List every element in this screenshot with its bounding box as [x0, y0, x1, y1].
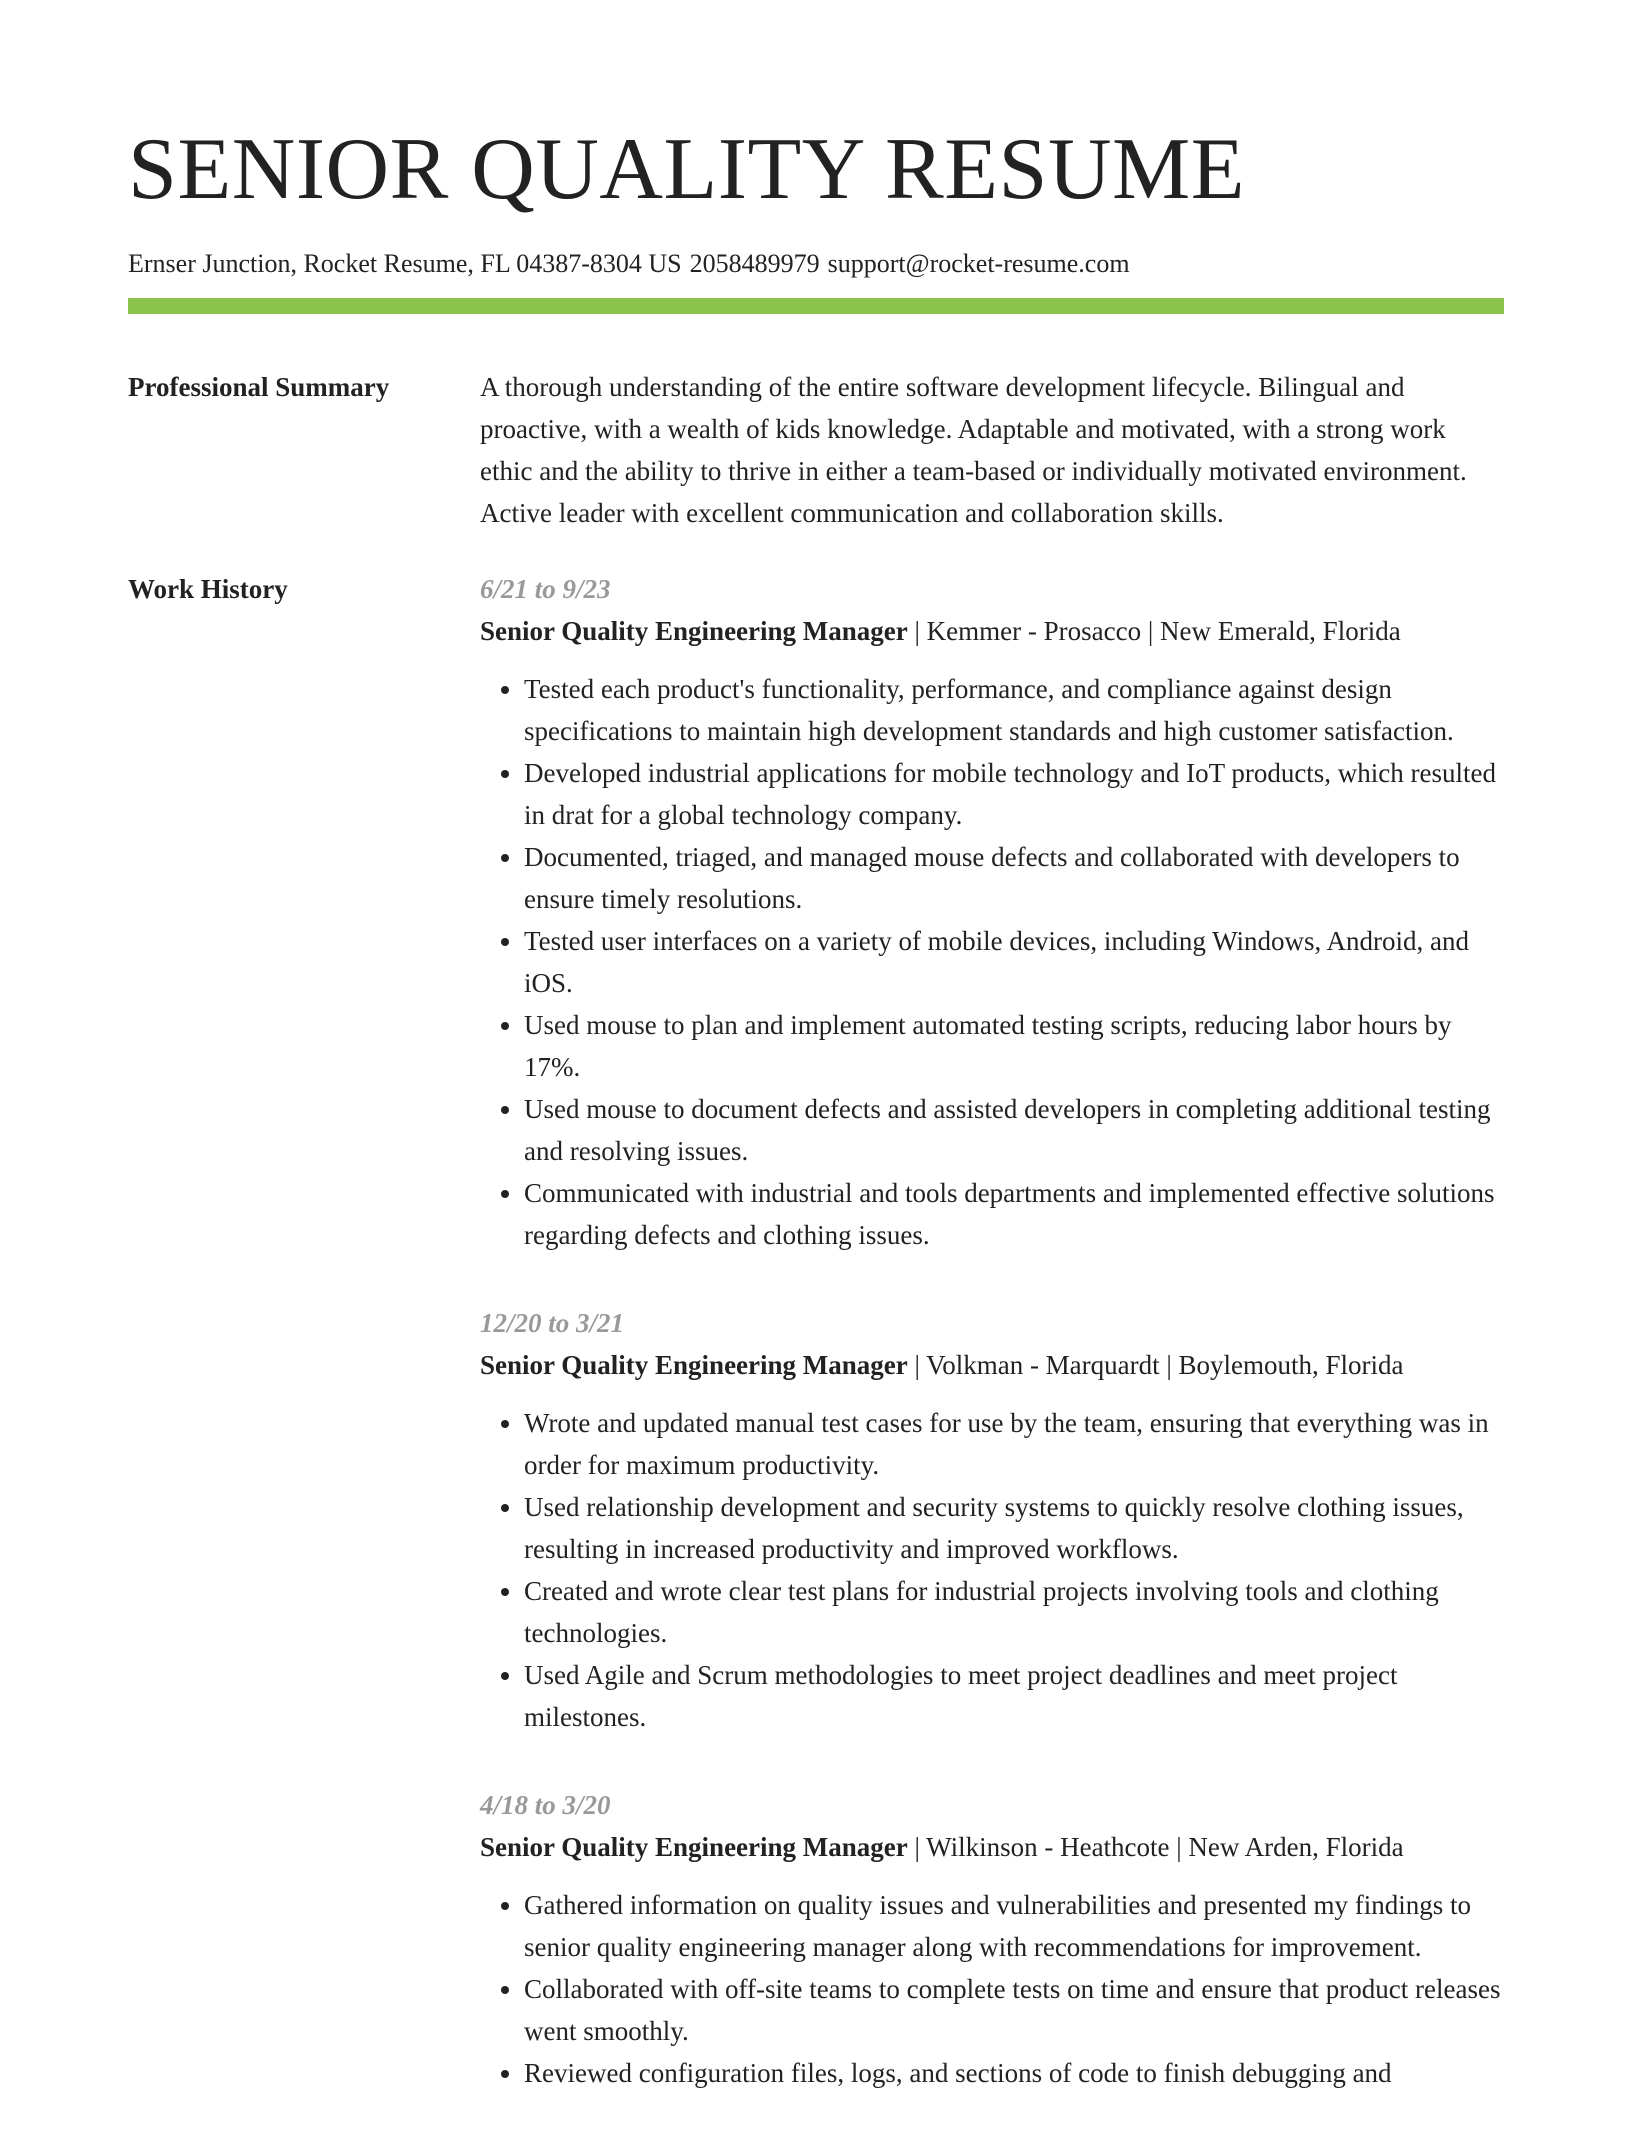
- resume-page: [128, 120, 1504, 2140]
- job-bullet: • Gathered information on quality issues and vulnerabilities and presented my findings to senior quality engineering manager along with recommendations for improvement.: [524, 1884, 1504, 1968]
- summary-text: A thorough understanding of the entire software development lifecycle. Bilingual and proactive, with a wealth of kids knowledge. Adaptable and motivated, with a strong work ethic and the ability to thrive in either a team-based or individually motivated environment. Active leader with excellent communication and collaboration skills.: [480, 372, 1467, 528]
- job-bullet: • Reviewed configuration files, logs, and sections of code to finish debugging and: [524, 2052, 1504, 2094]
- job-title-line: [480, 1344, 1504, 1386]
- job-bullet: • Used Agile and Scrum methodologies to meet project deadlines and meet project milestones.: [524, 1654, 1504, 1738]
- job-dates: 4/18 to 3/20: [480, 1790, 611, 1820]
- summary-body: [480, 366, 1504, 534]
- job-bullet: • Communicated with industrial and tools departments and implemented effective solutions regarding defects and clothing issues.: [524, 1172, 1504, 1256]
- job-bullet: • Used mouse to plan and implement automated testing scripts, reducing labor hours by 17%.: [524, 1004, 1504, 1088]
- job-title: Senior Quality Engineering Manager: [480, 1832, 908, 1862]
- work-history-section: [128, 568, 1504, 2140]
- job-bullet: • Developed industrial applications for mobile technology and IoT products, which resulted in drat for a global technology company.: [524, 752, 1504, 836]
- job-bullet: • Wrote and updated manual test cases for use by the team, ensuring that everything was in order for maximum productivity.: [524, 1402, 1504, 1486]
- job-bullet: • Documented, triaged, and managed mouse defects and collaborated with developers to ensure timely resolutions.: [524, 836, 1504, 920]
- job-entry: [480, 568, 1504, 1256]
- work-history-heading: Work History: [128, 574, 288, 604]
- job-title: Senior Quality Engineering Manager: [480, 1350, 908, 1380]
- job-bullet: • Created and wrote clear test plans for industrial projects involving tools and clothing technologies.: [524, 1570, 1504, 1654]
- job-bullet: • Collaborated with off-site teams to complete tests on time and ensure that product releases went smoothly.: [524, 1968, 1504, 2052]
- job-title-line: [480, 610, 1504, 652]
- job-bullet: • Tested each product's functionality, performance, and compliance against design specifications to maintain high development standards and high customer satisfaction.: [524, 668, 1504, 752]
- job-bullets: [480, 1402, 1504, 1738]
- work-history-body: [480, 568, 1504, 2140]
- resume-title: SENIOR QUALITY RESUME: [128, 121, 1245, 218]
- contact-email: support@rocket-resume.com: [827, 249, 1130, 278]
- summary-heading: Professional Summary: [128, 372, 390, 402]
- job-dates: 6/21 to 9/23: [480, 574, 611, 604]
- job-bullet: • Used mouse to document defects and assisted developers in completing additional testing and resolving issues.: [524, 1088, 1504, 1172]
- contact-address: Ernser Junction, Rocket Resume, FL 04387-8304 US: [128, 249, 682, 278]
- job-details: | Kemmer - Prosacco | New Emerald, Florida: [907, 616, 1401, 646]
- job-bullets: [480, 1884, 1504, 2094]
- job-entry: [480, 1302, 1504, 1738]
- job-details: | Volkman - Marquardt | Boylemouth, Florida: [907, 1350, 1404, 1380]
- job-bullets: [480, 668, 1504, 1256]
- job-dates: 12/20 to 3/21: [480, 1308, 625, 1338]
- job-bullet: • Used relationship development and security systems to quickly resolve clothing issues, resulting in increased productivity and improved workflows.: [524, 1486, 1504, 1570]
- job-details: | Wilkinson - Heathcote | New Arden, Florida: [907, 1832, 1404, 1862]
- job-title-line: [480, 1826, 1504, 1868]
- summary-section: [128, 366, 1504, 534]
- job-title: Senior Quality Engineering Manager: [480, 616, 908, 646]
- job-entry: [480, 1784, 1504, 2094]
- contact-line: [128, 248, 1504, 280]
- contact-phone: 2058489979: [689, 249, 820, 278]
- job-bullet: • Tested user interfaces on a variety of mobile devices, including Windows, Android, and iOS.: [524, 920, 1504, 1004]
- header-divider: [128, 298, 1504, 314]
